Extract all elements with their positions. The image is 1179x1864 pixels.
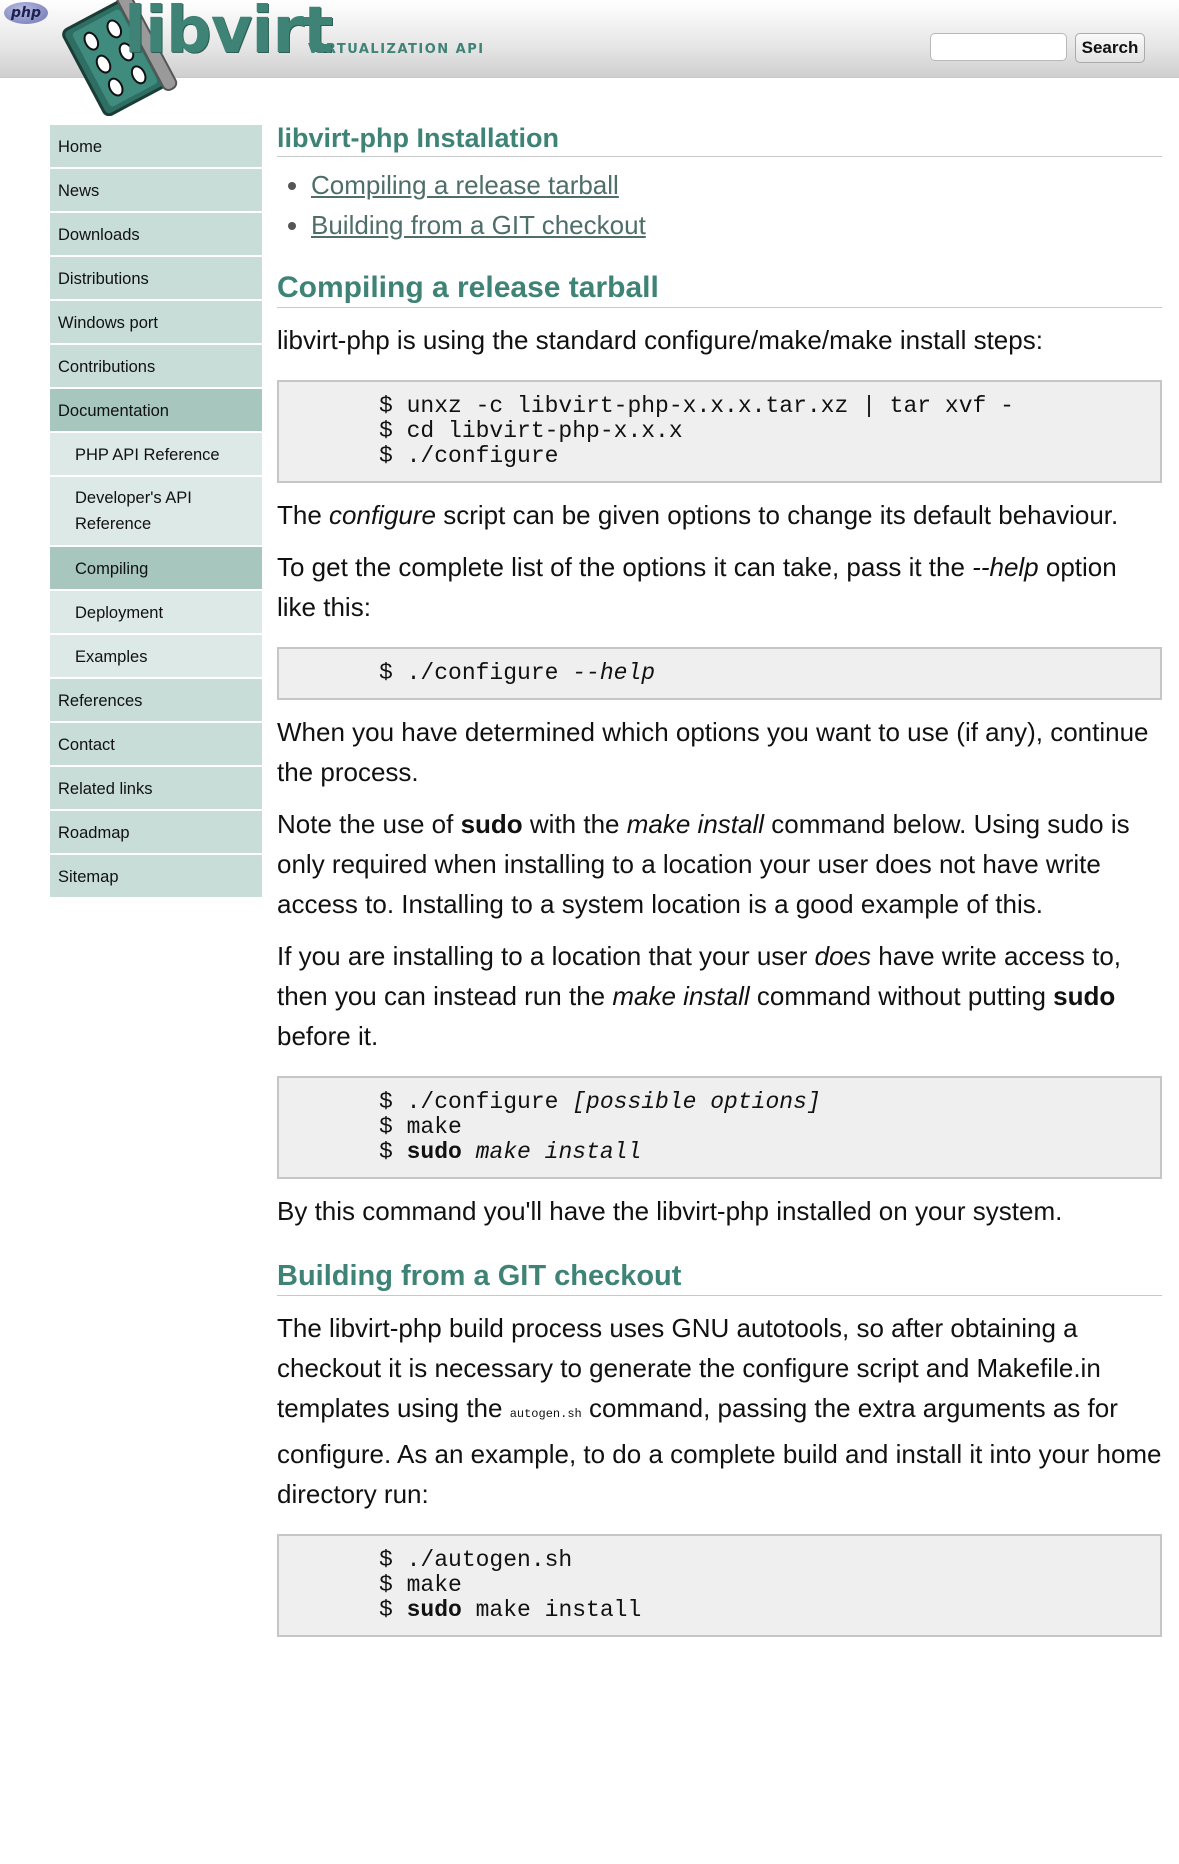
sidebar-item-home[interactable]: Home	[50, 125, 262, 169]
code-block-help: $ ./configure --help	[277, 647, 1162, 700]
sidebar-item-related-links[interactable]: Related links	[50, 767, 262, 811]
logo-subtitle: VIRTUALIZATION API	[308, 42, 485, 57]
inline-code: autogen.sh	[509, 1407, 582, 1421]
does-paragraph: If you are installing to a location that your user does have write access to, then you can instead run the make install command without putting sudo before it.	[277, 941, 1122, 1051]
help-paragraph: To get the complete list of the options it can take, pass it the --help option like this:	[277, 552, 1117, 622]
sidebar-item-downloads[interactable]: Downloads	[50, 213, 262, 257]
determined-paragraph: When you have determined which options you want to use (if any), continue the process.	[277, 717, 1149, 787]
sidebar-item-developers-api-reference[interactable]: Developer's API Reference	[50, 477, 262, 547]
sidebar-item-references[interactable]: References	[50, 679, 262, 723]
code-block-extract	[277, 380, 1162, 483]
code-line: $ unxz -c libvirt-php-x.x.x.tar.xz | tar xvf -	[379, 393, 1014, 419]
sidebar-item-deployment[interactable]: Deployment	[50, 591, 262, 635]
intro-paragraph: libvirt-php is using the standard configure/make/make install steps:	[277, 325, 1043, 355]
toc-link-compiling[interactable]: Compiling a release tarball	[311, 170, 619, 200]
sidebar-item-windows-port[interactable]: Windows port	[50, 301, 262, 345]
code-block-build: $ ./configure [possible options] $ make $ sudo make install	[277, 1076, 1162, 1179]
final-paragraph: By this command you'll have the libvirt-php installed on your system.	[277, 1196, 1063, 1226]
sidebar-item-compiling[interactable]: Compiling	[50, 547, 262, 591]
sidebar-item-php-api-reference[interactable]: PHP API Reference	[50, 433, 262, 477]
sidebar-item-contact[interactable]: Contact	[50, 723, 262, 767]
logo-text[interactable]: libvirt	[124, 0, 333, 68]
toc-item	[311, 205, 1162, 245]
main-content	[277, 120, 1162, 1637]
configure-paragraph: The configure script can be given options to change its default behaviour.	[277, 500, 1119, 530]
sidebar-item-examples[interactable]: Examples	[50, 635, 262, 679]
section-heading-git: Building from a GIT checkout	[277, 1257, 1162, 1296]
section-heading-compiling: Compiling a release tarball	[277, 269, 1162, 308]
code-line: $ cd libvirt-php-x.x.x	[379, 418, 683, 444]
sidebar-item-news[interactable]: News	[50, 169, 262, 213]
search-input[interactable]	[930, 33, 1067, 61]
search-button[interactable]: Search	[1075, 33, 1145, 63]
site-header	[0, 0, 1179, 78]
code-line: $ ./configure	[379, 443, 559, 469]
sidebar-item-documentation[interactable]: Documentation	[50, 389, 262, 433]
sidebar-item-distributions[interactable]: Distributions	[50, 257, 262, 301]
page-title: libvirt-php Installation	[277, 120, 1162, 157]
toc-item	[311, 165, 1162, 205]
code-block-git: $ ./autogen.sh $ make $ sudo make install	[277, 1534, 1162, 1637]
sidebar-item-sitemap[interactable]: Sitemap	[50, 855, 262, 899]
table-of-contents	[277, 165, 1162, 245]
git-paragraph: The libvirt-php build process uses GNU autotools, so after obtaining a checkout it is necessary to generate the configure script and Makefile.in templates using the autogen.sh command, passing the extra arguments as for configure. As an example, to do a complete build and install it into your home directory run:	[277, 1313, 1162, 1509]
sidebar-item-roadmap[interactable]: Roadmap	[50, 811, 262, 855]
sudo-paragraph: Note the use of sudo with the make install command below. Using sudo is only required when installing to a location your user does not have write access to. Installing to a system location is a good example of this.	[277, 809, 1130, 919]
sidebar-item-contributions[interactable]: Contributions	[50, 345, 262, 389]
sidebar-nav	[50, 125, 262, 899]
toc-link-git[interactable]: Building from a GIT checkout	[311, 210, 646, 240]
php-badge: php	[4, 2, 48, 24]
